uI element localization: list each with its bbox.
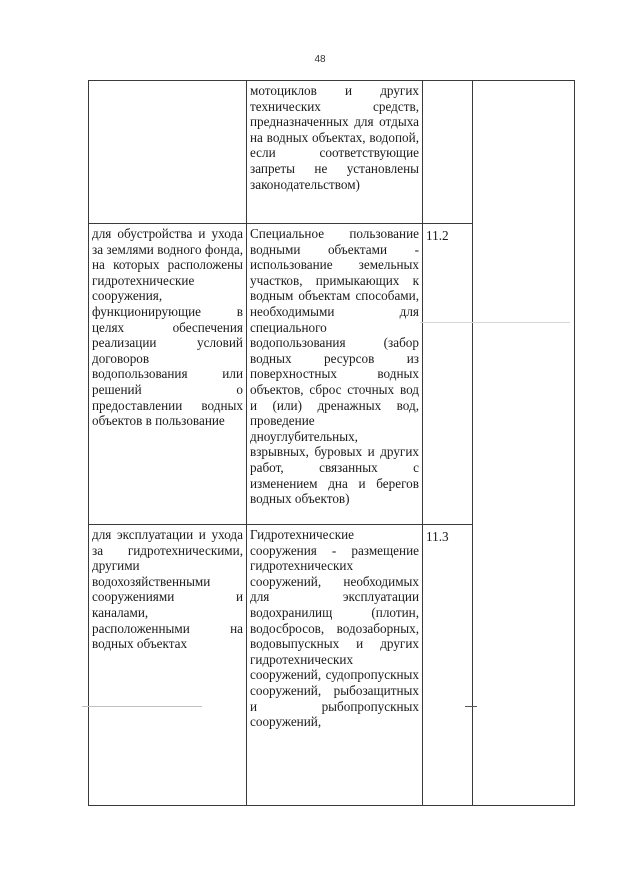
cell-land-use-type: Гидротехнические сооружения - размещение гидротехнических сооружений, необходимых для эксплуатации водохранилищ (плотин, водосбросов, водозаборных, водовыпускных и других гидротехнических сооружений, судопропускных сооружений, рыбозащитных и рыбопропускных сооружений, [247, 525, 423, 806]
cell-code: 11.2 [423, 224, 473, 525]
scan-artifact-line [465, 706, 477, 707]
page-number: 48 [314, 54, 326, 65]
land-use-table [88, 80, 575, 806]
scan-artifact-line [82, 706, 202, 707]
cell-code: 11.3 [423, 525, 473, 806]
cell-code [423, 81, 473, 224]
scan-artifact-line [420, 322, 570, 323]
cell-land-use-type: мотоциклов и других технических средств, предназначенных для отдыха на водных объектах, водопой, если соответствующие запреты не установлены законодательством) [247, 81, 423, 224]
cell-land-use-type: Специальное пользование водными объектами - использование земельных участков, примыкающих к водным объектам способами, необходимыми для специального водопользования (забор водных ресурсов из поверхностных водных объектов, сброс сточных вод и (или) дренажных вод, проведение дноуглубительных, взрывных, буровых и других работ, связанных с изменением дна и берегов водных объектов) [247, 224, 423, 525]
table-row [89, 81, 575, 224]
cell-description: для эксплуатации и ухода за гидротехническими, другими водохозяйственными сооружениями и каналами, расположенными на водных объектах [89, 525, 247, 806]
cell-extra-empty [473, 81, 575, 806]
cell-description: для обустройства и ухода за землями водного фонда, на которых расположены гидротехнические сооружения, функционирующие в целях обеспечения реализации условий договоров водопользования или решений о предоставлении водных объектов в пользование [89, 224, 247, 525]
cell-description [89, 81, 247, 224]
